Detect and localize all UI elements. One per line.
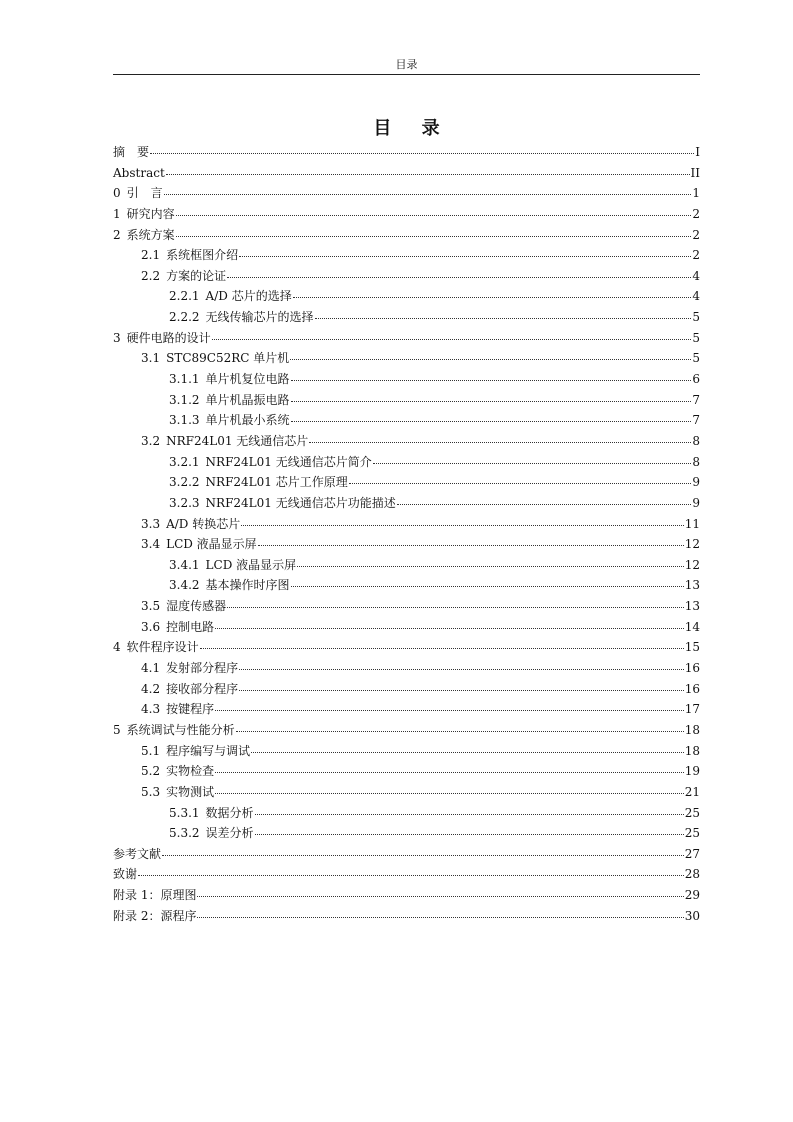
toc-dot-leader bbox=[150, 142, 694, 156]
toc-dot-leader bbox=[251, 741, 684, 755]
toc-entry-number: 3.4 bbox=[141, 537, 161, 552]
toc-entry[interactable] bbox=[113, 864, 700, 885]
toc-dot-leader bbox=[309, 431, 691, 445]
toc-entry-number: 5.3.1 bbox=[169, 805, 200, 820]
toc-entry-page: 6 bbox=[692, 372, 700, 387]
toc-entry-page: 9 bbox=[692, 475, 700, 490]
toc-dot-leader bbox=[227, 596, 684, 610]
toc-entry-title: NRF24L01 无线通信芯片简介 bbox=[205, 454, 372, 469]
toc-entry[interactable] bbox=[113, 844, 700, 865]
toc-entry-title: 摘 要 bbox=[113, 145, 150, 159]
toc-entry-page: 25 bbox=[684, 826, 700, 841]
toc-entry-title: 单片机晶振电路 bbox=[205, 392, 290, 407]
toc-entry[interactable] bbox=[113, 348, 700, 369]
toc-entry-title: 发射部分程序 bbox=[166, 661, 239, 676]
toc-dot-leader bbox=[162, 844, 684, 858]
toc-entry-title: 研究内容 bbox=[126, 206, 175, 221]
toc-entry-page: 16 bbox=[684, 681, 700, 696]
toc-dot-leader bbox=[397, 493, 692, 507]
toc-entry-page: 13 bbox=[684, 599, 700, 614]
toc-entry-title: 系统框图介绍 bbox=[166, 248, 239, 263]
toc-entry-number: 3.2.3 bbox=[169, 495, 200, 510]
toc-entry-title: NRF24L01 芯片工作原理 bbox=[205, 475, 348, 490]
toc-entry-number: 2.2.2 bbox=[169, 310, 200, 325]
toc-entry-page: 1 bbox=[692, 186, 700, 201]
toc-entry-page: 8 bbox=[692, 454, 700, 469]
toc-dot-leader bbox=[241, 514, 683, 528]
toc-entry-title: 软件程序设计 bbox=[126, 640, 199, 655]
toc-dot-leader bbox=[166, 163, 690, 177]
toc-dot-leader bbox=[290, 348, 691, 362]
table-of-contents bbox=[113, 142, 700, 926]
toc-entry-number: 3.2.1 bbox=[169, 454, 200, 469]
toc-entry-title: A/D 芯片的选择 bbox=[205, 289, 292, 304]
toc-entry-page: 29 bbox=[684, 888, 700, 903]
toc-entry-page: 7 bbox=[692, 392, 700, 407]
toc-entry-page: 27 bbox=[684, 846, 700, 861]
toc-entry-page: 5 bbox=[692, 351, 700, 366]
toc-entry-page: 4 bbox=[692, 289, 700, 304]
toc-entry-number: 1 bbox=[113, 206, 121, 221]
toc-entry[interactable] bbox=[113, 225, 700, 246]
toc-entry-title: 程序编写与调试 bbox=[166, 743, 251, 758]
toc-dot-leader bbox=[200, 637, 684, 651]
toc-entry-title: NRF24L01 无线通信芯片功能描述 bbox=[205, 495, 396, 510]
toc-entry-title: 湿度传感器 bbox=[166, 599, 227, 614]
toc-dot-leader bbox=[349, 472, 692, 486]
toc-entry-number: 5.3.2 bbox=[169, 826, 200, 841]
toc-entry-number: 5 bbox=[113, 722, 121, 737]
toc-dot-leader bbox=[215, 761, 684, 775]
toc-entry-page: 8 bbox=[692, 433, 700, 448]
toc-entry-title: Abstract bbox=[113, 165, 165, 180]
toc-dot-leader bbox=[236, 720, 684, 734]
toc-entry[interactable] bbox=[113, 514, 700, 535]
toc-entry-number: 3.5 bbox=[141, 599, 161, 614]
toc-entry-number: 3.2 bbox=[141, 433, 161, 448]
toc-entry-page: 16 bbox=[684, 661, 700, 676]
toc-dot-leader bbox=[176, 225, 692, 239]
toc-entry-number: 2.1 bbox=[141, 248, 161, 263]
toc-dot-leader bbox=[239, 658, 684, 672]
toc-entry-page: 14 bbox=[684, 619, 700, 634]
running-header: 目录 bbox=[395, 58, 418, 71]
toc-entry-title: 附录 2：源程序 bbox=[113, 908, 197, 923]
toc-entry-title: 单片机最小系统 bbox=[205, 413, 290, 428]
toc-entry-page: 30 bbox=[684, 908, 700, 923]
toc-entry-title: 引 言 bbox=[126, 186, 163, 201]
toc-entry[interactable] bbox=[113, 617, 700, 638]
toc-entry-number: 4.2 bbox=[141, 681, 161, 696]
toc-entry-number: 0 bbox=[113, 186, 121, 201]
toc-entry-page: 21 bbox=[684, 784, 700, 799]
toc-entry[interactable] bbox=[113, 328, 700, 349]
toc-entry[interactable] bbox=[113, 431, 700, 452]
toc-dot-leader bbox=[373, 452, 692, 466]
toc-entry[interactable] bbox=[113, 266, 700, 287]
toc-entry[interactable] bbox=[113, 369, 700, 390]
toc-entry[interactable] bbox=[113, 823, 700, 844]
toc-entry-page: 2 bbox=[692, 227, 700, 242]
toc-entry-number: 4.1 bbox=[141, 661, 161, 676]
toc-entry-page: I bbox=[695, 145, 700, 159]
toc-entry[interactable] bbox=[113, 204, 700, 225]
toc-entry[interactable] bbox=[113, 720, 700, 741]
toc-dot-leader bbox=[291, 575, 684, 589]
toc-entry-title: 数据分析 bbox=[205, 805, 254, 820]
toc-entry[interactable] bbox=[113, 699, 700, 720]
toc-entry-title: A/D 转换芯片 bbox=[166, 516, 241, 531]
toc-entry-page: 28 bbox=[684, 867, 700, 882]
toc-entry-title: 接收部分程序 bbox=[166, 681, 239, 696]
toc-entry-number: 3.1 bbox=[141, 351, 161, 366]
toc-entry[interactable] bbox=[113, 741, 700, 762]
toc-entry[interactable] bbox=[113, 390, 700, 411]
toc-entry-title: 硬件电路的设计 bbox=[126, 330, 211, 345]
toc-entry-number: 4.3 bbox=[141, 702, 161, 717]
toc-entry-page: 7 bbox=[692, 413, 700, 428]
toc-entry-title: LCD 液晶显示屏 bbox=[205, 557, 297, 572]
toc-entry[interactable] bbox=[113, 142, 700, 163]
toc-entry-title: 方案的论证 bbox=[166, 268, 227, 283]
toc-entry[interactable] bbox=[113, 472, 700, 493]
toc-entry-page: 15 bbox=[684, 640, 700, 655]
toc-entry-title: 实物检查 bbox=[166, 764, 215, 779]
toc-entry-page: 5 bbox=[692, 330, 700, 345]
toc-entry-page: 12 bbox=[684, 537, 700, 552]
toc-entry[interactable] bbox=[113, 163, 700, 184]
toc-entry[interactable] bbox=[113, 906, 700, 927]
toc-entry-number: 3.4.2 bbox=[169, 578, 200, 593]
toc-entry-title: STC89C52RC 单片机 bbox=[166, 351, 290, 366]
toc-entry-number: 2.2.1 bbox=[169, 289, 200, 304]
toc-entry[interactable] bbox=[113, 307, 700, 328]
toc-entry-page: 19 bbox=[684, 764, 700, 779]
toc-dot-leader bbox=[215, 782, 684, 796]
toc-entry-page: 9 bbox=[692, 495, 700, 510]
toc-dot-leader bbox=[258, 534, 684, 548]
toc-entry-title: 参考文献 bbox=[113, 846, 162, 861]
toc-entry-number: 3 bbox=[113, 330, 121, 345]
toc-entry-title: 按键程序 bbox=[166, 702, 215, 717]
toc-dot-leader bbox=[215, 699, 684, 713]
toc-entry-title: 实物测试 bbox=[166, 784, 215, 799]
toc-entry[interactable] bbox=[113, 596, 700, 617]
toc-dot-leader bbox=[315, 307, 692, 321]
toc-dot-leader bbox=[291, 410, 692, 424]
toc-entry[interactable] bbox=[113, 803, 700, 824]
toc-entry[interactable] bbox=[113, 493, 700, 514]
toc-entry[interactable] bbox=[113, 782, 700, 803]
toc-entry-number: 2.2 bbox=[141, 268, 161, 283]
toc-entry-title: 致谢 bbox=[113, 867, 138, 882]
header-rule bbox=[113, 74, 700, 75]
toc-entry-page: 13 bbox=[684, 578, 700, 593]
toc-entry-page: 2 bbox=[692, 248, 700, 263]
toc-entry-title: 附录 1：原理图 bbox=[113, 888, 197, 903]
toc-entry[interactable] bbox=[113, 245, 700, 266]
toc-entry-page: 18 bbox=[684, 722, 700, 737]
toc-entry-page: 11 bbox=[684, 516, 700, 531]
toc-entry-page: II bbox=[690, 165, 700, 180]
toc-dot-leader bbox=[255, 803, 684, 817]
toc-entry-title: 控制电路 bbox=[166, 619, 215, 634]
toc-entry-title: 系统方案 bbox=[126, 227, 175, 242]
toc-entry[interactable] bbox=[113, 183, 700, 204]
toc-dot-leader bbox=[212, 328, 692, 342]
toc-title: 目 录 bbox=[373, 118, 452, 139]
toc-dot-leader bbox=[293, 286, 692, 300]
toc-entry-page: 18 bbox=[684, 743, 700, 758]
toc-entry-number: 3.4.1 bbox=[169, 557, 200, 572]
toc-entry[interactable] bbox=[113, 658, 700, 679]
toc-entry-title: 单片机复位电路 bbox=[205, 372, 290, 387]
toc-entry-page: 5 bbox=[692, 310, 700, 325]
toc-entry-number: 5.1 bbox=[141, 743, 161, 758]
toc-entry[interactable] bbox=[113, 885, 700, 906]
toc-entry-number: 3.1.1 bbox=[169, 372, 200, 387]
toc-entry-number: 3.1.3 bbox=[169, 413, 200, 428]
toc-dot-leader bbox=[291, 369, 692, 383]
toc-dot-leader bbox=[227, 266, 691, 280]
toc-entry[interactable] bbox=[113, 555, 700, 576]
toc-entry-title: 误差分析 bbox=[205, 826, 254, 841]
toc-dot-leader bbox=[297, 555, 684, 569]
toc-entry-number: 5.3 bbox=[141, 784, 161, 799]
toc-entry-page: 25 bbox=[684, 805, 700, 820]
toc-entry-page: 17 bbox=[684, 702, 700, 717]
toc-entry-title: 基本操作时序图 bbox=[205, 578, 290, 593]
toc-entry-number: 3.1.2 bbox=[169, 392, 200, 407]
toc-entry-title: 系统调试与性能分析 bbox=[126, 722, 235, 737]
toc-entry-title: NRF24L01 无线通信芯片 bbox=[166, 433, 309, 448]
toc-entry-number: 3.3 bbox=[141, 516, 161, 531]
toc-entry-number: 4 bbox=[113, 640, 121, 655]
toc-entry[interactable] bbox=[113, 679, 700, 700]
toc-entry[interactable] bbox=[113, 410, 700, 431]
toc-entry[interactable] bbox=[113, 575, 700, 596]
toc-dot-leader bbox=[255, 823, 684, 837]
toc-dot-leader bbox=[291, 390, 692, 404]
toc-dot-leader bbox=[164, 183, 692, 197]
toc-dot-leader bbox=[239, 679, 684, 693]
toc-entry-page: 4 bbox=[692, 268, 700, 283]
toc-entry[interactable] bbox=[113, 286, 700, 307]
toc-entry[interactable] bbox=[113, 534, 700, 555]
toc-entry-title: 无线传输芯片的选择 bbox=[205, 310, 314, 325]
toc-entry-title: LCD 液晶显示屏 bbox=[166, 537, 257, 552]
toc-dot-leader bbox=[138, 864, 684, 878]
toc-dot-leader bbox=[197, 906, 683, 920]
toc-entry[interactable] bbox=[113, 452, 700, 473]
toc-entry-number: 3.6 bbox=[141, 619, 161, 634]
toc-entry-number: 3.2.2 bbox=[169, 475, 200, 490]
toc-entry[interactable] bbox=[113, 761, 700, 782]
toc-entry-number: 5.2 bbox=[141, 764, 161, 779]
toc-dot-leader bbox=[239, 245, 691, 259]
toc-entry-number: 2 bbox=[113, 227, 121, 242]
toc-entry[interactable] bbox=[113, 637, 700, 658]
toc-dot-leader bbox=[197, 885, 683, 899]
toc-dot-leader bbox=[176, 204, 692, 218]
toc-entry-page: 2 bbox=[692, 206, 700, 221]
toc-dot-leader bbox=[215, 617, 684, 631]
toc-entry-page: 12 bbox=[684, 557, 700, 572]
